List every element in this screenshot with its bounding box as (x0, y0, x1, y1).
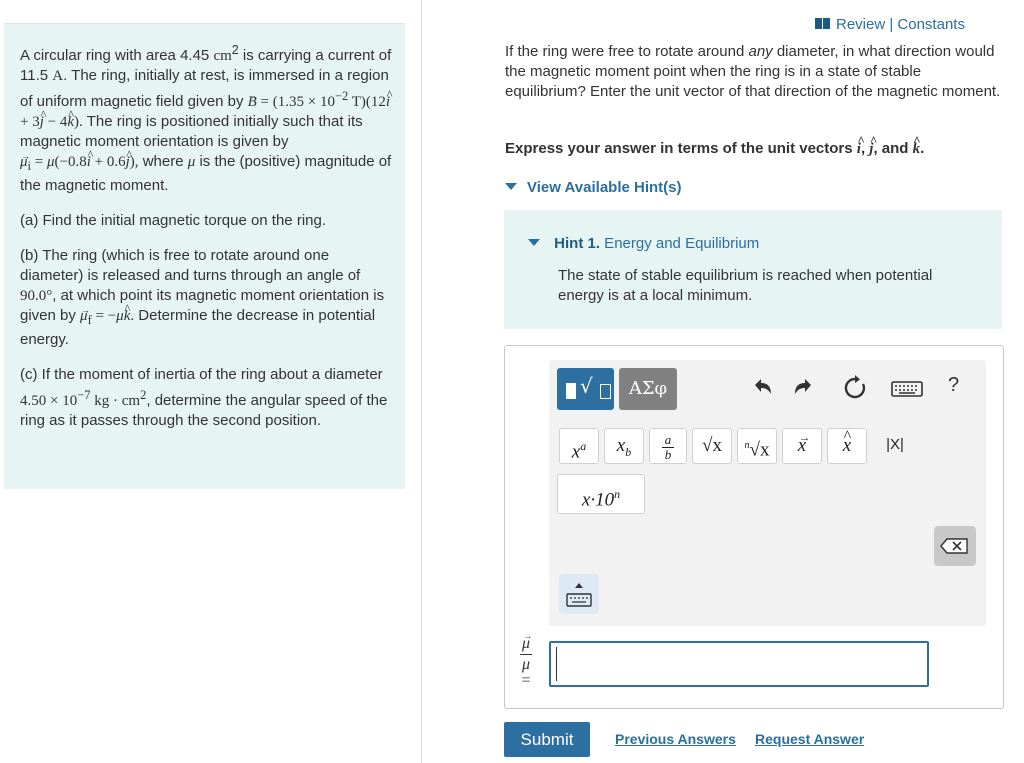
power-key[interactable]: $x^a$ (559, 428, 599, 464)
request-answer-link[interactable]: Request Answer (755, 731, 865, 747)
box-icon (600, 384, 611, 399)
absolute-value-key[interactable]: |X| (886, 436, 904, 453)
review-constants-link[interactable]: Review | Constants (815, 16, 965, 33)
caret-down-icon (505, 183, 517, 190)
book-icon (815, 18, 830, 29)
text-caret (556, 647, 557, 681)
nth-root-key[interactable]: $^n$√x (737, 428, 777, 464)
view-hints-toggle[interactable]: View Available Hint(s) (505, 179, 682, 196)
answer-label: → μ μ = (518, 636, 534, 689)
problem-intro: A circular ring with area 4.45 $cm^2$ is carrying a current of 11.5 A. The ring, initially at rest, is immersed in a region of uniform magnetic field given by → $B = (1.35 \times 10^{-2}$ T)(12^ i + 3^ j − 4^ k). The ring is positioned initially such that its magnetic moment orientation is given by → $\mu_i$ = μ(−0.8^ i + 0.6^ j), where μ is the (positive) magnitude of the magnetic moment. (20, 40, 395, 196)
subscript-key[interactable]: $x_b$ (604, 428, 644, 464)
submit-button[interactable]: Submit (504, 722, 590, 757)
scientific-notation-key[interactable]: $x\cdot 10^n$ (557, 474, 645, 514)
hint-1-body: The state of stable equilibrium is reached when potential energy is at a local minimum. (558, 267, 933, 304)
hint-panel (504, 210, 1002, 329)
part-b: (b) The ring (which is free to rotate around one diameter) is released and turns through an angle of 90.0°, at which point its magnetic moment orientation is given by → $\mu_f$ = −μ^ k. Determine the decrease in potential energy. (20, 246, 395, 350)
help-button[interactable]: ? (948, 374, 960, 396)
fraction-key[interactable]: a b (649, 428, 687, 464)
backspace-icon (934, 526, 976, 566)
part-c: (c) If the moment of inertia of the ring about a diameter $4.50 \times 10^{-7}$ kg · $cm^2$, determine the angular speed of the ring as it passes through the second position. (20, 366, 388, 429)
math-answer-editor (504, 345, 1004, 709)
answer-input[interactable] (549, 641, 929, 687)
show-keyboard-toggle[interactable] (559, 574, 599, 614)
part-a: (a) Find the initial magnetic torque on the ring. (20, 212, 326, 229)
unit-vector-key[interactable]: ^ x (827, 428, 867, 464)
square-root-key[interactable]: √x (692, 428, 732, 464)
column-divider (421, 0, 422, 763)
redo-icon[interactable] (789, 372, 821, 404)
math-toolbar (549, 360, 986, 626)
vector-key[interactable]: → x (782, 428, 822, 464)
reset-icon[interactable] (839, 372, 871, 404)
question-text: If the ring were free to rotate around any diameter, in what direction would the magnetic moment point when the ring is in a state of stable equilibrium? Enter the unit vector of that direction of the magnetic moment. (505, 43, 1001, 100)
problem-statement (4, 24, 405, 489)
templates-tab[interactable] (557, 368, 614, 410)
keyboard-icon[interactable] (887, 372, 927, 404)
previous-answers-link[interactable]: Previous Answers (615, 731, 736, 747)
radical-icon: √ (580, 374, 593, 398)
hint-1-toggle[interactable]: Hint 1. Energy and Equilibrium (528, 235, 759, 252)
answer-instructions: Express your answer in terms of the unit vectors ^ i, ^ j, and ^ k. (505, 140, 924, 158)
undo-icon[interactable] (745, 372, 777, 404)
block-icon (566, 383, 576, 399)
greek-symbols-tab[interactable]: ΑΣφ (619, 368, 677, 410)
caret-down-icon (528, 239, 540, 246)
b-field-symbol: → B (248, 92, 257, 112)
backspace-button[interactable] (934, 526, 976, 566)
